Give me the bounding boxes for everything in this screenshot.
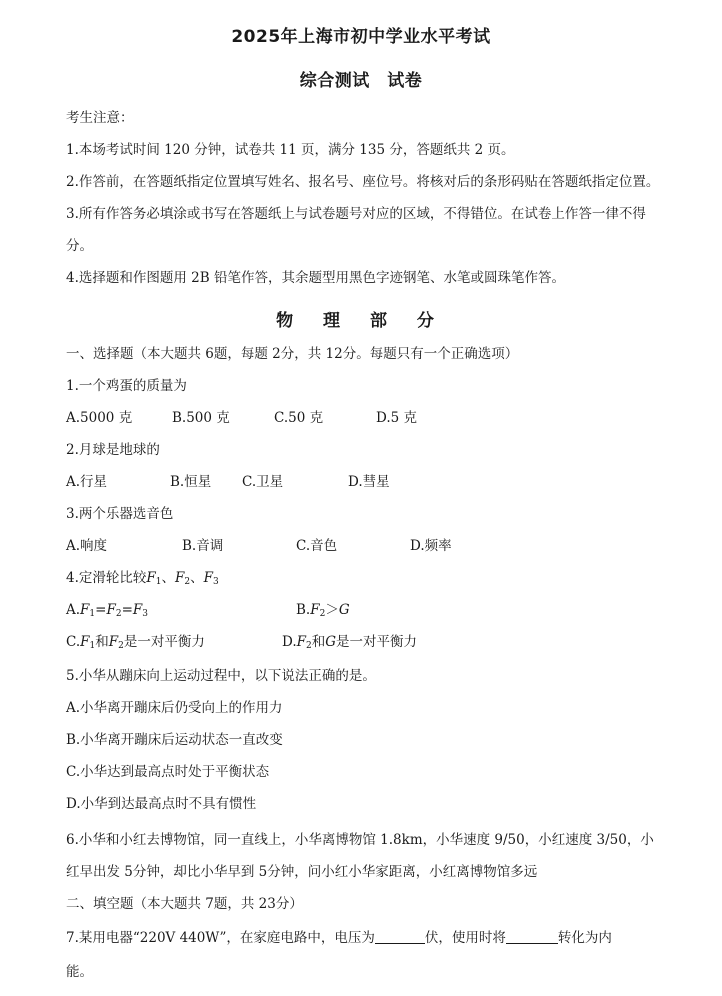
q4-var-f: F: [80, 602, 90, 618]
q4-var-f: F: [296, 634, 307, 650]
q4-stem: [66, 568, 666, 592]
q4-and: 和: [311, 634, 326, 650]
q4-var-f: F: [310, 602, 320, 618]
q4-option-b: [296, 600, 350, 624]
q2-option-c: C.卫星: [242, 474, 284, 490]
q4-gt: ＞: [325, 602, 339, 618]
q4-option-text: 是一对平衡力: [123, 634, 205, 650]
q4-var-g: G: [338, 602, 350, 618]
q4-stem-prefix: 4.定滑轮比较: [66, 570, 147, 586]
q7-blank-2[interactable]: [506, 929, 558, 944]
part1-heading: 一、选择题（本大题共 6题，每题 2分，共 12分。每题只有一个正确选项）: [66, 346, 519, 362]
exam-subtitle: 综合测试 试卷: [299, 71, 423, 91]
q4-var-f: F: [175, 570, 185, 586]
q6-line-2: 红早出发 5分钟，却比小华早到 5分钟，问小红小华家距离，小红离博物馆多远: [66, 864, 538, 880]
q4-var-g: G: [325, 634, 337, 650]
notice-item-4: 4.选择题和作图题用 2B 铅笔作答，其余题型用黑色字迹钢笔、水笔或圆珠笔作答。: [66, 270, 565, 286]
q4-option-label: D.: [282, 634, 297, 650]
q4-var-f: F: [108, 634, 119, 650]
q4-option-c: [66, 632, 205, 656]
q7-blank-1[interactable]: [375, 929, 425, 944]
q7-text-2: 伏，使用时将: [424, 930, 506, 946]
q3-option-d: D.频率: [410, 538, 452, 554]
q4-sep: 、: [161, 570, 175, 586]
q4-var-f: F: [132, 602, 143, 618]
q4-option-text: 是一对平衡力: [336, 634, 418, 650]
exam-title: 2025年上海市初中学业水平考试: [231, 27, 491, 47]
notice-item-3-cont: 分。: [66, 238, 93, 254]
q4-var-f: F: [146, 570, 156, 586]
q3-option-a: A.响度: [66, 538, 108, 554]
q7-text-1: 7.某用电器“220V 440W”，在家庭电路中，电压为: [66, 930, 375, 946]
q1-option-d: D.5 克: [376, 410, 418, 426]
q4-sub: 1: [155, 577, 162, 587]
notice-heading: 考生注意：: [66, 110, 134, 126]
q4-sub: 2: [319, 609, 326, 619]
q4-sub: 2: [115, 609, 122, 619]
q4-sub: 1: [89, 609, 96, 619]
q4-eq: =: [121, 602, 133, 618]
q4-and: 和: [95, 634, 109, 650]
q4-option-label: A.: [66, 602, 81, 618]
q4-sub: 3: [212, 577, 219, 587]
q4-eq: =: [95, 602, 107, 618]
q6-line-1: 6.小华和小红去博物馆，同一直线上，小华离博物馆 1.8km，小华速度 9/50，小红速度 3/50，小: [66, 832, 654, 848]
notice-item-3: 3.所有作答务必填涂或书写在答题纸上与试卷题号对应的区域，不得错位。在试卷上作答一律不得: [66, 206, 646, 222]
q4-option-a: [66, 600, 148, 624]
q5-option-d: D.小华到达最高点时不具有惯性: [66, 796, 257, 812]
q7-line-1: [66, 928, 666, 948]
q4-sub: 1: [89, 641, 96, 651]
q4-sub: 2: [184, 577, 191, 587]
q4-var-f: F: [106, 602, 116, 618]
q4-sep: 、: [190, 570, 204, 586]
section-title-physics: 物 理 部 分: [276, 311, 446, 331]
part2-heading: 二、填空题（本大题共 7题，共 23分）: [66, 896, 303, 912]
q1-option-c: C.50 克: [274, 410, 324, 426]
q2-option-a: A.行星: [66, 474, 108, 490]
q4-option-label: B.: [296, 602, 311, 618]
q4-sub: 2: [118, 641, 124, 651]
q3-stem: 3.两个乐器选音色: [66, 506, 174, 522]
q5-option-c: C.小华达到最高点时处于平衡状态: [66, 764, 270, 780]
q5-option-a: A.小华离开蹦床后仍受向上的作用力: [66, 700, 283, 716]
q2-option-d: D.彗星: [348, 474, 390, 490]
q4-option-label: C.: [66, 634, 81, 650]
q4-sub: 2: [306, 641, 312, 651]
q1-option-b: B.500 克: [172, 410, 230, 426]
q4-var-f: F: [80, 634, 90, 650]
q2-stem: 2.月球是地球的: [66, 442, 160, 458]
q7-line-2: 能。: [66, 964, 93, 980]
q2-option-b: B.恒星: [170, 474, 212, 490]
q4-var-f: F: [203, 570, 213, 586]
notice-item-2: 2.作答前，在答题纸指定位置填写姓名、报名号、座位号。将核对后的条形码贴在答题纸指定位置。: [66, 174, 660, 190]
q4-option-d: [282, 632, 417, 656]
q3-option-c: C.音色: [296, 538, 338, 554]
q4-sub: 3: [142, 609, 148, 619]
notice-item-1: 1.本场考试时间 120 分钟，试卷共 11 页，满分 135 分，答题纸共 2 页。: [66, 142, 515, 158]
q3-option-b: B.音调: [182, 538, 224, 554]
q1-stem: 1.一个鸡蛋的质量为: [66, 378, 187, 394]
q1-option-a: A.5000 克: [66, 410, 133, 426]
q5-option-b: B.小华离开蹦床后运动状态一直改变: [66, 732, 283, 748]
q7-text-3: 转化为内: [557, 930, 612, 946]
q5-stem: 5.小华从蹦床向上运动过程中，以下说法正确的是。: [66, 668, 376, 684]
